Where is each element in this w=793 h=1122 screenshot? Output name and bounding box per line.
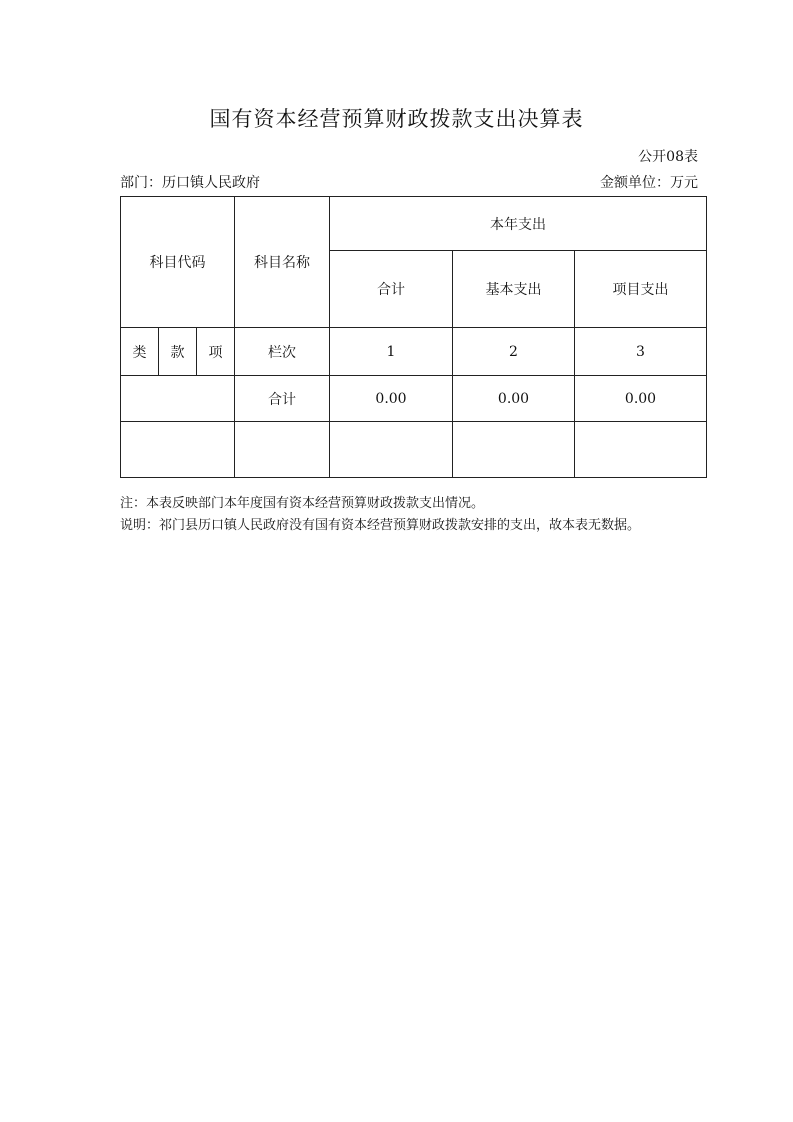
department-label: 部门：历口镇人民政府 [120,175,260,191]
empty-row-basic [453,422,575,478]
header-total: 合计 [330,251,453,328]
column-index-3: 3 [575,328,707,376]
empty-row-total [330,422,453,478]
expenditure-table [120,196,707,478]
total-row-basic-value: 0.00 [453,376,575,422]
header-current-year-expenditure: 本年支出 [330,197,707,251]
form-number: 公开08表 [638,149,698,165]
header-basic-expenditure: 基本支出 [453,251,575,328]
sub-header-kuan: 款 [159,328,197,376]
total-row-code [121,376,235,422]
table-explanation: 说明：祁门县历口镇人民政府没有国有资本经营预算财政拨款安排的支出，故本表无数据。 [120,518,641,533]
table-note: 注：本表反映部门本年度国有资本经营预算财政拨款支出情况。 [120,496,485,511]
page-title: 国有资本经营预算财政拨款支出决算表 [209,107,584,131]
total-row-total-value: 0.00 [330,376,453,422]
column-index-1: 1 [330,328,453,376]
empty-row-code [121,422,235,478]
sub-header-xiang: 项 [197,328,235,376]
total-row-label: 合计 [235,376,330,422]
total-row-project-value: 0.00 [575,376,707,422]
empty-row-name [235,422,330,478]
sub-header-lei: 类 [121,328,159,376]
header-subject-code: 科目代码 [121,197,235,328]
column-index-2: 2 [453,328,575,376]
header-project-expenditure: 项目支出 [575,251,707,328]
empty-row-project [575,422,707,478]
unit-label: 金额单位：万元 [600,175,698,191]
row-index-label: 栏次 [235,328,330,376]
header-subject-name: 科目名称 [235,197,330,328]
